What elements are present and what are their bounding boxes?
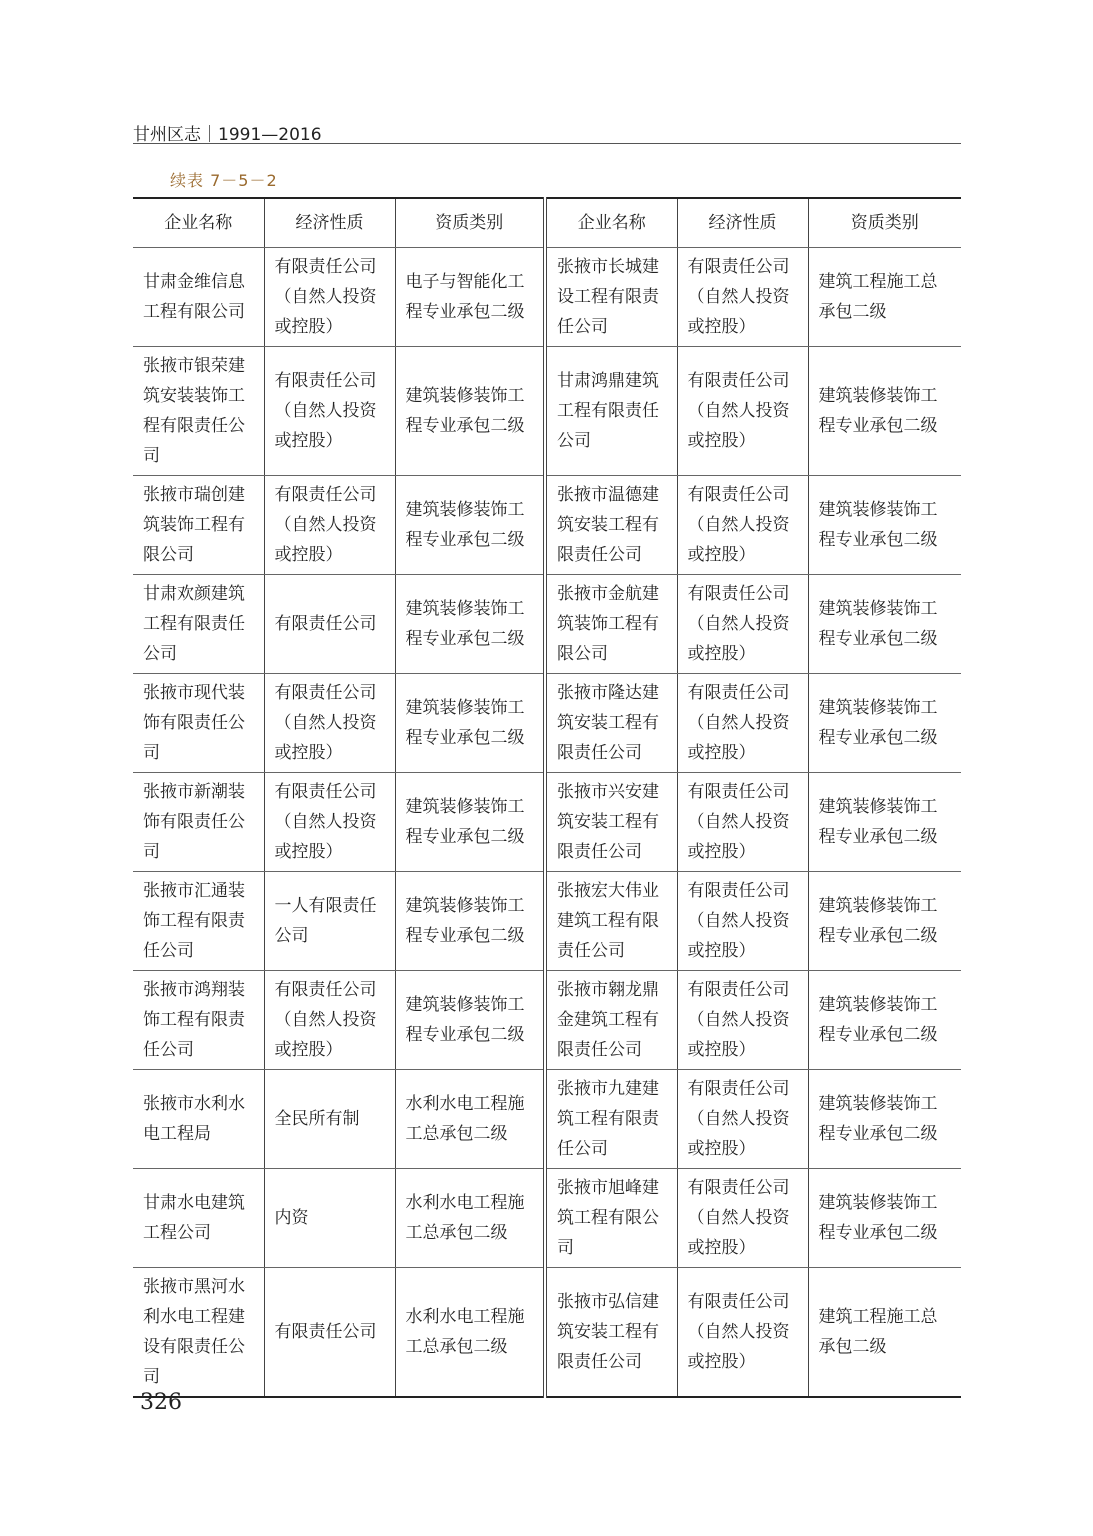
- column-header: 资质类别: [808, 198, 961, 248]
- table-cell: 有限责任公司（自然人投资或控股）: [677, 248, 808, 347]
- table-cell: 有限责任公司（自然人投资或控股）: [264, 773, 395, 872]
- table-cell: 建筑装修装饰工程专业承包二级: [395, 476, 545, 575]
- table-cell: 有限责任公司（自然人投资或控股）: [677, 674, 808, 773]
- table-cell: 建筑装修装饰工程专业承包二级: [395, 773, 545, 872]
- table-row: [133, 1070, 961, 1169]
- table-cell: 建筑装修装饰工程专业承包二级: [808, 347, 961, 476]
- header-rule: [133, 143, 961, 144]
- table-cell: 有限责任公司（自然人投资或控股）: [677, 1169, 808, 1268]
- table-cell: 有限责任公司（自然人投资或控股）: [677, 1070, 808, 1169]
- table-cell: 张掖市隆达建筑安装工程有限责任公司: [545, 674, 677, 773]
- table-cell: 有限责任公司（自然人投资或控股）: [677, 773, 808, 872]
- table-cell: 张掖市弘信建筑安装工程有限责任公司: [545, 1268, 677, 1398]
- table-row: [133, 476, 961, 575]
- table-cell: 张掖市黑河水利水电工程建设有限责任公司: [133, 1268, 264, 1398]
- table-cell: 张掖市金航建筑装饰工程有限公司: [545, 575, 677, 674]
- table-row: [133, 347, 961, 476]
- table-cell: 甘肃水电建筑工程公司: [133, 1169, 264, 1268]
- table-cell: 甘肃鸿鼎建筑工程有限责任公司: [545, 347, 677, 476]
- table-cell: 有限责任公司（自然人投资或控股）: [264, 248, 395, 347]
- table-cell: 甘肃金维信息工程有限公司: [133, 248, 264, 347]
- table-cell: 张掖市新潮装饰有限责任公司: [133, 773, 264, 872]
- table-cell: 水利水电工程施工总承包二级: [395, 1169, 545, 1268]
- column-header: 资质类别: [395, 198, 545, 248]
- table-cell: 有限责任公司（自然人投资或控股）: [264, 347, 395, 476]
- table-cell: 张掖市银荣建筑安装装饰工程有限责任公司: [133, 347, 264, 476]
- table-row: [133, 773, 961, 872]
- table-cell: 建筑装修装饰工程专业承包二级: [395, 971, 545, 1070]
- table-cell: 建筑装修装饰工程专业承包二级: [808, 872, 961, 971]
- table-cell: 有限责任公司（自然人投资或控股）: [677, 476, 808, 575]
- table-cell: 张掖市水利水电工程局: [133, 1070, 264, 1169]
- page-number: 326: [140, 1390, 182, 1415]
- column-header: 经济性质: [677, 198, 808, 248]
- table-cell: 有限责任公司: [264, 575, 395, 674]
- table-cell: 建筑装修装饰工程专业承包二级: [808, 476, 961, 575]
- table-cell: 张掖宏大伟业建筑工程有限责任公司: [545, 872, 677, 971]
- table-cell: 有限责任公司（自然人投资或控股）: [677, 575, 808, 674]
- table-cell: 建筑装修装饰工程专业承包二级: [808, 971, 961, 1070]
- table-cell: 有限责任公司: [264, 1268, 395, 1398]
- column-header: 企业名称: [545, 198, 677, 248]
- table-cell: 建筑装修装饰工程专业承包二级: [395, 872, 545, 971]
- table-cell: 张掖市汇通装饰工程有限责任公司: [133, 872, 264, 971]
- table-cell: 建筑工程施工总承包二级: [808, 248, 961, 347]
- table-cell: 有限责任公司（自然人投资或控股）: [264, 971, 395, 1070]
- table-cell: 全民所有制: [264, 1070, 395, 1169]
- table-row: [133, 1268, 961, 1398]
- table-cell: 张掖市现代装饰有限责任公司: [133, 674, 264, 773]
- table-cell: 张掖市鸿翔装饰工程有限责任公司: [133, 971, 264, 1070]
- table-cell: 甘肃欢颜建筑工程有限责任公司: [133, 575, 264, 674]
- table-cell: 张掖市兴安建筑安装工程有限责任公司: [545, 773, 677, 872]
- table-cell: 一人有限责任公司: [264, 872, 395, 971]
- table-row: [133, 1169, 961, 1268]
- table-cell: 有限责任公司（自然人投资或控股）: [264, 476, 395, 575]
- table-cell: 有限责任公司（自然人投资或控股）: [264, 674, 395, 773]
- table-cell: 建筑装修装饰工程专业承包二级: [395, 347, 545, 476]
- table-row: [133, 971, 961, 1070]
- table-cell: 张掖市翱龙鼎金建筑工程有限责任公司: [545, 971, 677, 1070]
- table-cell: 张掖市瑞创建筑装饰工程有限公司: [133, 476, 264, 575]
- table-cell: 建筑装修装饰工程专业承包二级: [808, 674, 961, 773]
- table-header-row: [133, 198, 961, 248]
- table-cell: 内资: [264, 1169, 395, 1268]
- table-cell: 有限责任公司（自然人投资或控股）: [677, 872, 808, 971]
- table-cell: 建筑装修装饰工程专业承包二级: [808, 1169, 961, 1268]
- table-caption: 续表 7－5－2: [170, 171, 278, 190]
- enterprise-qualification-table: [133, 197, 961, 1398]
- table-row: [133, 872, 961, 971]
- table-cell: 张掖市九建建筑工程有限责任公司: [545, 1070, 677, 1169]
- table-cell: 建筑装修装饰工程专业承包二级: [808, 1070, 961, 1169]
- running-head-title: 甘州区志｜1991—2016: [133, 125, 322, 145]
- table-cell: 有限责任公司（自然人投资或控股）: [677, 1268, 808, 1398]
- table-cell: 水利水电工程施工总承包二级: [395, 1268, 545, 1398]
- table-cell: 有限责任公司（自然人投资或控股）: [677, 347, 808, 476]
- table-cell: 建筑装修装饰工程专业承包二级: [395, 575, 545, 674]
- table-cell: 张掖市温德建筑安装工程有限责任公司: [545, 476, 677, 575]
- table-cell: 电子与智能化工程专业承包二级: [395, 248, 545, 347]
- table-cell: 建筑装修装饰工程专业承包二级: [808, 773, 961, 872]
- table-cell: 张掖市长城建设工程有限责任公司: [545, 248, 677, 347]
- table-row: [133, 248, 961, 347]
- table-cell: 水利水电工程施工总承包二级: [395, 1070, 545, 1169]
- table-row: [133, 674, 961, 773]
- table-cell: 建筑工程施工总承包二级: [808, 1268, 961, 1398]
- table-cell: 建筑装修装饰工程专业承包二级: [395, 674, 545, 773]
- table-cell: 有限责任公司（自然人投资或控股）: [677, 971, 808, 1070]
- table-body: [133, 248, 961, 1398]
- table-row: [133, 575, 961, 674]
- table-cell: 张掖市旭峰建筑工程有限公司: [545, 1169, 677, 1268]
- column-header: 企业名称: [133, 198, 264, 248]
- column-header: 经济性质: [264, 198, 395, 248]
- table-cell: 建筑装修装饰工程专业承包二级: [808, 575, 961, 674]
